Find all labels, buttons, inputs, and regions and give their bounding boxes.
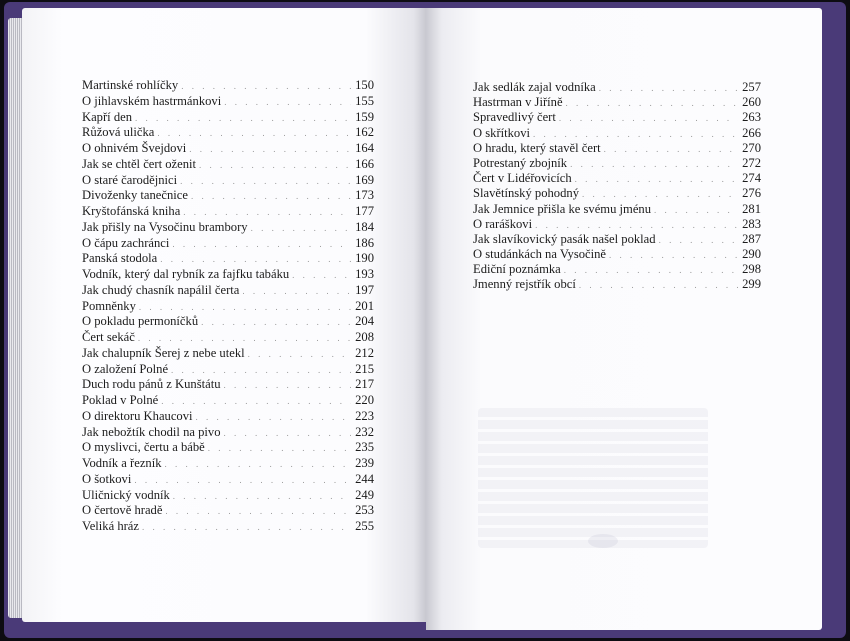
toc-entry-page: 190 [355, 251, 374, 266]
toc-entry-page: 166 [355, 156, 374, 171]
toc-entry-page: 244 [355, 471, 374, 486]
toc-entry-title: Martinské rohlíčky [82, 78, 179, 92]
toc-entry-page: 249 [355, 487, 374, 502]
toc-entry-page: 263 [742, 110, 761, 125]
toc-entry [82, 283, 374, 299]
dot-leader [139, 300, 351, 316]
toc-entry [82, 409, 374, 425]
toc-entry-page: 223 [355, 408, 374, 423]
toc-entry [473, 217, 761, 232]
toc-entry [82, 157, 374, 173]
toc-entry [82, 220, 374, 236]
toc-entry [82, 299, 374, 315]
dot-leader [196, 410, 351, 426]
dot-leader [224, 426, 351, 442]
dot-leader [224, 95, 351, 111]
toc-entry-title: Jak slavíkovický pasák našel poklad [473, 231, 656, 246]
toc-entry [82, 204, 374, 220]
toc-entry-page: 287 [742, 231, 761, 246]
dot-leader [161, 394, 351, 410]
toc-entry-page: 298 [742, 262, 761, 277]
toc-entry-title: Jak přišly na Vysočinu brambory [82, 219, 248, 234]
toc-entry-title: Jak se chtěl čert oženit [82, 156, 196, 171]
toc-entry-title: O hradu, který stavěl čert [473, 140, 601, 155]
toc-entry-title: Jmenný rejstřík obcí [473, 277, 576, 292]
toc-entry-title: Jak sedlák zajal vodníka [473, 80, 596, 94]
toc-entry [82, 377, 374, 393]
toc-entry [82, 267, 374, 283]
toc-entry-title: Hastrman v Jiříně [473, 95, 563, 110]
dot-leader [157, 126, 351, 142]
dot-leader [135, 111, 351, 127]
dot-leader [535, 218, 738, 233]
toc-entry [82, 472, 374, 488]
toc-entry [473, 247, 761, 262]
toc-entry-page: 217 [355, 377, 374, 392]
dot-leader [566, 96, 738, 111]
toc-entry-title: Duch rodu pánů z Kunštátu [82, 377, 221, 392]
toc-entry-title: O pokladu permoníčků [82, 314, 199, 329]
toc-entry [82, 362, 374, 378]
toc-entry-title: Čert sekáč [82, 330, 135, 344]
toc-entry [82, 173, 374, 189]
toc-entry-page: 255 [355, 519, 374, 533]
toc-entry-title: Vodník, který dal rybník za fajfku tabáku [82, 267, 290, 281]
toc-entry-title: Kryštofánská kniha [82, 204, 181, 218]
toc-entry-title: Veliká hráz [82, 519, 139, 533]
toc-entry-title: Panská stodola [82, 251, 158, 266]
toc-entry-page: 159 [355, 109, 374, 124]
toc-entry [82, 488, 374, 504]
toc-entry [82, 251, 374, 267]
toc-right-column [473, 80, 761, 293]
toc-entry-page: 290 [742, 247, 761, 262]
toc-entry-page: 272 [742, 155, 761, 170]
toc-entry-page: 169 [355, 172, 374, 187]
toc-entry-title: Poklad v Polné [82, 393, 159, 407]
toc-entry-page: 212 [355, 345, 374, 360]
toc-entry [473, 141, 761, 156]
toc-entry [473, 80, 761, 95]
bleed-through-mark [588, 534, 618, 548]
toc-entry [473, 110, 761, 125]
dot-leader [142, 520, 351, 536]
toc-entry-page: 257 [742, 80, 761, 94]
toc-entry [473, 277, 761, 292]
dot-leader [564, 263, 738, 278]
toc-entry-page: 232 [355, 424, 374, 439]
toc-entry-page: 260 [742, 95, 761, 110]
toc-entry [82, 425, 374, 441]
toc-entry-title: Čert v Lidéřovicích [473, 171, 572, 186]
toc-entry-title: O raráškovi [473, 216, 533, 231]
dot-leader [599, 81, 738, 96]
toc-entry-page: 274 [742, 171, 761, 186]
toc-entry [82, 503, 374, 519]
toc-entry [82, 330, 374, 346]
toc-entry-page: 162 [355, 125, 374, 140]
dot-leader [208, 441, 351, 457]
toc-entry [473, 232, 761, 247]
dot-leader [533, 127, 738, 142]
toc-entry-page: 270 [742, 140, 761, 155]
toc-entry [82, 456, 374, 472]
toc-entry [82, 440, 374, 456]
toc-entry [82, 393, 374, 409]
toc-entry [82, 78, 374, 94]
dot-leader [659, 233, 738, 248]
toc-entry-title: O myslivci, čertu a bábě [82, 440, 205, 455]
toc-entry-page: 155 [355, 93, 374, 108]
toc-entry-title: Jak chudý chasník napálil čerta [82, 282, 240, 297]
dot-leader [183, 205, 351, 221]
dot-leader [575, 172, 738, 187]
dot-leader [582, 187, 738, 202]
toc-entry-title: Vodník a řezník [82, 456, 162, 470]
dot-leader [138, 331, 351, 347]
dot-leader [604, 142, 738, 157]
toc-entry-title: Růžová ulička [82, 125, 155, 140]
dot-leader [165, 457, 351, 473]
dot-leader [609, 248, 738, 263]
toc-entry-title: O čertově hradě [82, 503, 163, 518]
dot-leader [251, 221, 351, 237]
toc-entry-title: Jak nebožtík chodil na pivo [82, 424, 221, 439]
toc-entry-title: O založení Polné [82, 361, 169, 376]
toc-entry-title: O čápu zachránci [82, 235, 170, 250]
toc-entry [82, 519, 374, 535]
bleed-through-text [478, 408, 708, 548]
toc-entry-page: 253 [355, 503, 374, 518]
dot-leader [570, 157, 738, 172]
toc-entry-page: 204 [355, 314, 374, 329]
dot-leader [559, 111, 738, 126]
toc-entry [82, 125, 374, 141]
toc-entry-title: Jak chalupník Šerej z nebe utekl [82, 345, 245, 360]
toc-entry-title: Pomněnky [82, 298, 136, 313]
toc-entry-title: Potrestaný zbojník [473, 155, 568, 170]
dot-leader [292, 268, 351, 284]
dot-leader [180, 174, 351, 190]
toc-entry-page: 235 [355, 440, 374, 455]
toc-entry-title: O studánkách na Vysočině [473, 247, 607, 262]
dot-leader [654, 203, 738, 218]
toc-entry [473, 202, 761, 217]
dot-leader [171, 363, 351, 379]
toc-entry [82, 236, 374, 252]
toc-entry-title: O direktoru Khaucovi [82, 408, 193, 423]
dot-leader [199, 158, 351, 174]
dot-leader [579, 278, 738, 293]
toc-entry-page: 281 [742, 201, 761, 216]
toc-entry-page: 208 [355, 330, 374, 344]
dot-leader [248, 347, 351, 363]
toc-entry-page: 220 [355, 393, 374, 407]
toc-entry-page: 283 [742, 216, 761, 231]
toc-entry [82, 188, 374, 204]
toc-entry [82, 110, 374, 126]
dot-leader [173, 489, 351, 505]
toc-entry-page: 186 [355, 235, 374, 250]
toc-entry-title: Slavětínský pohodný [473, 186, 579, 201]
toc-entry-title: Kapří den [82, 109, 133, 124]
dot-leader [172, 237, 351, 253]
toc-left-column [82, 78, 374, 535]
toc-entry-title: O jihlavském hastrmánkovi [82, 93, 222, 108]
toc-entry-page: 215 [355, 361, 374, 376]
toc-entry-title: O ohnivém Švejdovi [82, 141, 187, 155]
dot-leader [160, 252, 351, 268]
toc-entry-title: Uličnický vodník [82, 487, 170, 502]
dot-leader [242, 284, 351, 300]
toc-entry [473, 171, 761, 186]
toc-entry-page: 197 [355, 282, 374, 297]
toc-entry-page: 299 [742, 277, 761, 292]
dot-leader [134, 473, 351, 489]
toc-entry-page: 193 [355, 267, 374, 281]
toc-entry-page: 276 [742, 186, 761, 201]
toc-entry [473, 126, 761, 141]
toc-entry-title: Jak Jemnice přišla ke svému jménu [473, 201, 652, 216]
toc-entry-page: 201 [355, 298, 374, 313]
toc-entry [473, 262, 761, 277]
toc-entry-page: 266 [742, 125, 761, 140]
toc-entry-title: O šotkovi [82, 471, 132, 486]
dot-leader [224, 378, 351, 394]
toc-entry-page: 173 [355, 188, 374, 203]
toc-entry-page: 150 [355, 78, 374, 92]
toc-entry-title: O skřítkovi [473, 125, 531, 140]
toc-entry-page: 164 [355, 141, 374, 155]
toc-entry [473, 156, 761, 171]
toc-entry-page: 184 [355, 219, 374, 234]
toc-entry [82, 346, 374, 362]
toc-entry-title: Ediční poznámka [473, 262, 561, 277]
dot-leader [191, 189, 351, 205]
dot-leader [201, 315, 351, 331]
toc-entry-page: 177 [355, 204, 374, 218]
toc-entry [473, 186, 761, 201]
toc-entry-title: O staré čarodějnici [82, 172, 178, 187]
toc-entry [82, 94, 374, 110]
dot-leader [165, 504, 351, 520]
dot-leader [181, 79, 351, 95]
toc-entry [473, 95, 761, 110]
toc-entry [82, 314, 374, 330]
dot-leader [189, 142, 351, 158]
toc-entry [82, 141, 374, 157]
toc-entry-title: Divoženky tanečnice [82, 188, 188, 203]
toc-entry-page: 239 [355, 456, 374, 470]
toc-entry-title: Spravedlivý čert [473, 110, 556, 125]
